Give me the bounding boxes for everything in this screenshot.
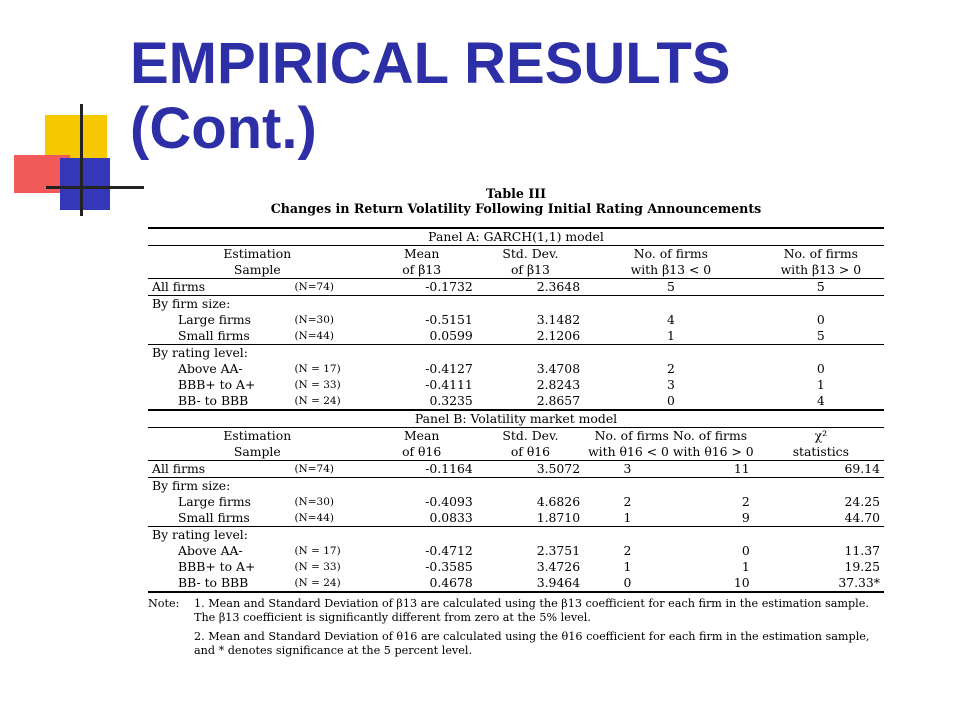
header-negpos-1: No. of firms No. of firms bbox=[584, 428, 758, 445]
row-counts bbox=[584, 575, 758, 592]
row-std-dev: 3.1482 bbox=[536, 312, 581, 327]
row-neg-count: 3 bbox=[623, 461, 632, 476]
row-label: Above AA- bbox=[178, 361, 243, 376]
row-sample-size: (N=74) bbox=[290, 279, 366, 296]
row-neg-count: 2 bbox=[666, 361, 675, 376]
header-mean-2: of θ16 bbox=[402, 444, 442, 459]
row-mean: -0.4111 bbox=[425, 377, 473, 392]
row-mean: -0.1164 bbox=[367, 461, 477, 478]
row-sample-size: (N = 24) bbox=[290, 575, 366, 592]
header-sample-2: Sample bbox=[233, 262, 281, 277]
row-std-dev: 3.9464 bbox=[477, 575, 584, 592]
row-chi-stat: 24.25 bbox=[844, 494, 880, 509]
header-pos-2: with β13 > 0 bbox=[780, 262, 862, 277]
row-sample-size: (N=44) bbox=[294, 512, 334, 524]
row-label: Large firms bbox=[178, 494, 252, 509]
table-row bbox=[148, 510, 884, 527]
table-subtitle: Changes in Return Volatility Following Initial Rating Announcements bbox=[270, 201, 762, 216]
table-row bbox=[148, 575, 884, 592]
header-negpos-2: with θ16 < 0 with θ16 > 0 bbox=[588, 444, 754, 459]
table-row bbox=[148, 361, 884, 377]
row-pos-count: 0 bbox=[816, 312, 825, 327]
row-label: Small firms bbox=[178, 510, 250, 525]
row-sample-size: (N=30) bbox=[294, 496, 334, 508]
row-mean: 0.0833 bbox=[429, 510, 473, 525]
table-caption bbox=[148, 186, 884, 216]
results-table-block bbox=[148, 186, 884, 657]
header-mean-1: Mean bbox=[367, 428, 477, 445]
panel-a bbox=[148, 228, 884, 410]
row-counts bbox=[584, 559, 758, 575]
group-heading-row bbox=[148, 478, 884, 495]
results-table bbox=[148, 227, 884, 593]
note-1-text: 1. Mean and Standard Deviation of β13 are calculated using the β13 coefficient for each firm in the estimation sample. The β13 coefficient is significantly different from zero at the 5% level. bbox=[194, 597, 869, 624]
decor-vertical-line bbox=[80, 104, 83, 216]
row-pos-count: 2 bbox=[741, 494, 750, 509]
table-row bbox=[148, 494, 884, 510]
row-mean: -0.1732 bbox=[367, 279, 477, 296]
group-heading: By firm size: bbox=[148, 478, 884, 495]
row-mean: 0.0599 bbox=[429, 328, 473, 343]
decor-blue-block bbox=[60, 158, 110, 210]
table-row bbox=[148, 559, 884, 575]
row-neg-count: 5 bbox=[584, 279, 758, 296]
row-sample-size: (N = 24) bbox=[290, 393, 366, 410]
row-neg-count: 0 bbox=[584, 393, 758, 410]
header-sample-1: Estimation bbox=[148, 428, 367, 445]
table-row bbox=[148, 312, 884, 328]
row-mean: 0.4678 bbox=[367, 575, 477, 592]
row-sample-size: (N=30) bbox=[294, 314, 334, 326]
panel-a-title: Panel A: GARCH(1,1) model bbox=[148, 228, 884, 246]
row-mean: -0.4712 bbox=[425, 543, 473, 558]
panel-b-title: Panel B: Volatility market model bbox=[148, 410, 884, 428]
note-label: Note: bbox=[148, 597, 180, 610]
row-mean: -0.3585 bbox=[425, 559, 473, 574]
row-neg-count: 2 bbox=[623, 494, 632, 509]
row-label: Large firms bbox=[178, 312, 252, 327]
slide-title-line1: EMPIRICAL RESULTS bbox=[130, 31, 731, 96]
table-number: Table III bbox=[486, 186, 546, 201]
row-pos-count: 5 bbox=[758, 279, 884, 296]
group-heading-row bbox=[148, 345, 884, 362]
decor-horizontal-line bbox=[46, 186, 144, 189]
row-sample-size: (N = 17) bbox=[294, 545, 341, 557]
row-pos-count: 1 bbox=[816, 377, 825, 392]
group-heading-row bbox=[148, 296, 884, 313]
row-counts bbox=[584, 510, 758, 527]
row-neg-count: 2 bbox=[623, 543, 632, 558]
row-counts bbox=[584, 494, 758, 510]
note-2-text: 2. Mean and Standard Deviation of θ16 are calculated using the θ16 coefficient for each firm in the estimation sample, and * denotes significance at the 5 percent level. bbox=[194, 630, 870, 657]
row-pos-count: 4 bbox=[758, 393, 884, 410]
row-counts bbox=[584, 543, 758, 559]
row-sample-size: (N = 33) bbox=[294, 561, 341, 573]
table-notes bbox=[148, 597, 884, 657]
row-std-dev: 1.8710 bbox=[536, 510, 581, 525]
row-chi-stat: 11.37 bbox=[844, 543, 880, 558]
note-2 bbox=[148, 630, 884, 657]
row-std-dev: 3.5072 bbox=[477, 461, 584, 478]
slide-title-line2: (Cont.) bbox=[130, 95, 317, 161]
row-pos-count: 9 bbox=[741, 510, 750, 525]
group-heading-row bbox=[148, 527, 884, 544]
row-std-dev: 2.1206 bbox=[536, 328, 581, 343]
group-heading: By rating level: bbox=[148, 527, 884, 544]
row-label: BB- to BBB bbox=[148, 393, 290, 410]
table-row bbox=[148, 328, 884, 345]
table-row bbox=[148, 461, 884, 478]
row-sample-size: (N=44) bbox=[294, 330, 334, 342]
row-std-dev: 2.3751 bbox=[536, 543, 581, 558]
row-std-dev: 2.8657 bbox=[477, 393, 584, 410]
row-mean: 0.3235 bbox=[367, 393, 477, 410]
header-std-2: of θ16 bbox=[510, 444, 551, 459]
header-neg-2: with β13 < 0 bbox=[630, 262, 712, 277]
row-pos-count: 1 bbox=[741, 559, 750, 574]
header-chi-2: statistics bbox=[792, 444, 849, 459]
row-neg-count: 1 bbox=[666, 328, 675, 343]
row-neg-count: 1 bbox=[623, 510, 632, 525]
row-std-dev: 3.4726 bbox=[536, 559, 581, 574]
header-sample-1: Estimation bbox=[148, 246, 367, 263]
note-1 bbox=[148, 597, 884, 624]
row-chi-stat: 44.70 bbox=[844, 510, 880, 525]
row-std-dev: 4.6826 bbox=[536, 494, 581, 509]
row-sample-size: (N = 17) bbox=[294, 363, 341, 375]
header-std-1: Std. Dev. bbox=[477, 428, 584, 445]
row-mean: -0.4127 bbox=[425, 361, 473, 376]
group-heading: By firm size: bbox=[148, 296, 884, 313]
header-std-1: Std. Dev. bbox=[477, 246, 584, 263]
row-label: BB- to BBB bbox=[148, 575, 290, 592]
row-label: Above AA- bbox=[178, 543, 243, 558]
row-mean: -0.4093 bbox=[425, 494, 473, 509]
row-neg-count: 3 bbox=[666, 377, 675, 392]
table-row bbox=[148, 279, 884, 296]
panel-b bbox=[148, 410, 884, 592]
header-mean-1: Mean bbox=[367, 246, 477, 263]
table-row bbox=[148, 393, 884, 410]
row-sample-size: (N=74) bbox=[290, 461, 366, 478]
row-std-dev: 2.8243 bbox=[536, 377, 581, 392]
row-neg-count: 0 bbox=[623, 575, 632, 590]
row-sample-size: (N = 33) bbox=[294, 379, 341, 391]
table-row bbox=[148, 543, 884, 559]
row-std-dev: 2.3648 bbox=[477, 279, 584, 296]
row-neg-count: 4 bbox=[666, 312, 675, 327]
row-label: All firms bbox=[148, 461, 290, 478]
row-neg-count: 1 bbox=[623, 559, 632, 574]
row-chi-stat: 37.33* bbox=[758, 575, 884, 592]
header-sample-2: Sample bbox=[233, 444, 281, 459]
table-row bbox=[148, 377, 884, 393]
header-chi-1: χ² bbox=[758, 428, 884, 445]
header-pos-1: No. of firms bbox=[758, 246, 884, 263]
header-mean-2: of β13 bbox=[402, 262, 442, 277]
row-pos-count: 0 bbox=[816, 361, 825, 376]
slide-title bbox=[130, 32, 730, 162]
row-chi-stat: 69.14 bbox=[758, 461, 884, 478]
row-pos-count: 0 bbox=[741, 543, 750, 558]
header-neg-1: No. of firms bbox=[584, 246, 758, 263]
row-mean: -0.5151 bbox=[425, 312, 473, 327]
header-std-2: of β13 bbox=[510, 262, 550, 277]
row-label: BBB+ to A+ bbox=[178, 377, 256, 392]
group-heading: By rating level: bbox=[148, 345, 884, 362]
row-pos-count: 10 bbox=[733, 575, 750, 590]
row-chi-stat: 19.25 bbox=[844, 559, 880, 574]
row-label: All firms bbox=[148, 279, 290, 296]
row-pos-count: 5 bbox=[816, 328, 825, 343]
row-std-dev: 3.4708 bbox=[536, 361, 581, 376]
row-label: Small firms bbox=[178, 328, 250, 343]
row-pos-count: 11 bbox=[733, 461, 750, 476]
row-counts bbox=[584, 461, 758, 478]
row-label: BBB+ to A+ bbox=[178, 559, 256, 574]
